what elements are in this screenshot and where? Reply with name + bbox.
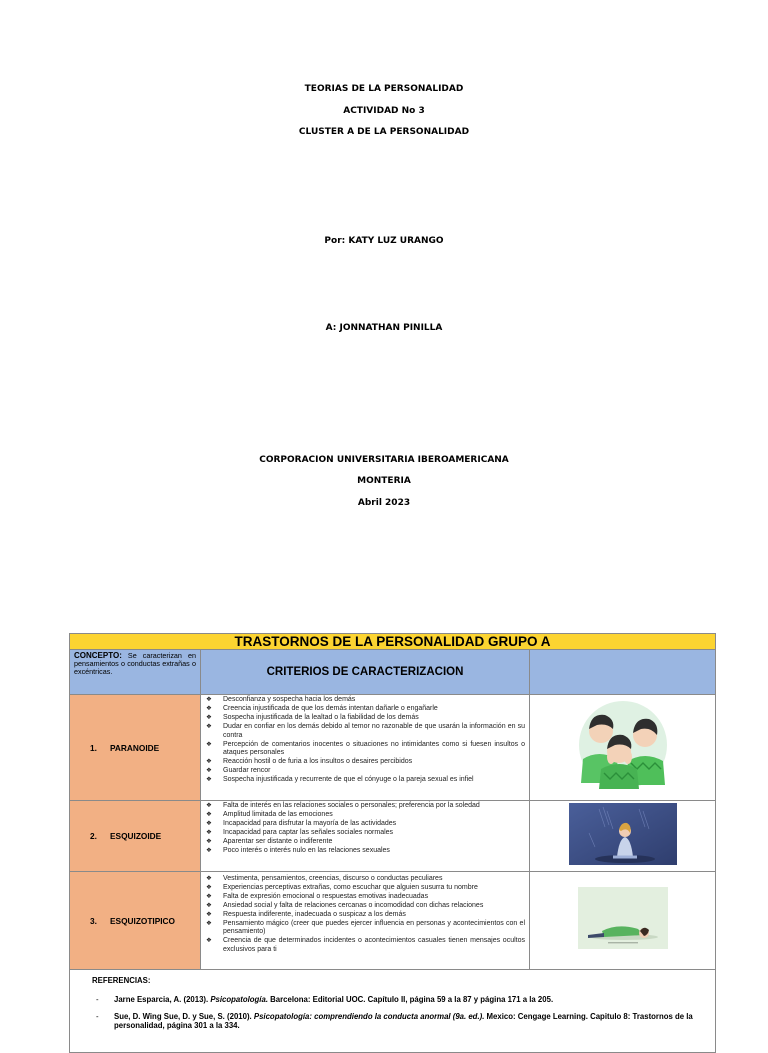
disorder-name: ESQUIZOTIPICO xyxy=(110,915,175,926)
image-cell xyxy=(530,872,716,970)
criteria-item: ❖ Percepción de comentarios inocentes o situaciones no intimidantes como si fuesen insultos o ataques personales xyxy=(203,741,525,759)
criteria-cell xyxy=(201,695,530,801)
references-cell xyxy=(70,970,716,1053)
three-worried-people-illustration xyxy=(573,699,673,791)
disorder-name: PARANOIDE xyxy=(110,742,160,753)
header-empty-cell xyxy=(530,650,716,695)
concept-text: Se caracterizan en pensamientos o conductas extrañas o excéntricas. xyxy=(74,651,196,676)
concept-cell xyxy=(70,650,201,695)
criteria-item: ❖ Incapacidad para disfrutar la mayoría de las actividades xyxy=(203,820,525,829)
references-row xyxy=(70,970,716,1053)
references-label: REFERENCIAS: xyxy=(92,976,151,985)
table-title-row xyxy=(70,634,716,650)
criteria-item: ❖ Incapacidad para captar las señales sociales normales xyxy=(203,829,525,838)
criteria-item: ❖ Sospecha injustificada de la lealtad o la fiabilidad de los demás xyxy=(203,714,525,723)
criteria-item: ❖ Amplitud limitada de las emociones xyxy=(203,811,525,820)
criteria-item: ❖ Falta de expresión emocional o respuestas emotivas inadecuadas xyxy=(203,893,525,902)
criteria-item: ❖ Falta de interés en las relaciones sociales o personales; preferencia por la soledad xyxy=(203,802,525,811)
criteria-item: ❖ Reacción hostil o de furia a los insultos o desaires percibidos xyxy=(203,758,525,767)
disorder-name-cell xyxy=(70,872,201,970)
cover-activity: ACTIVIDAD No 3 xyxy=(343,106,425,116)
criteria-item: ❖ Guardar rencor xyxy=(203,767,525,776)
table-title: TRASTORNOS DE LA PERSONALIDAD GRUPO A xyxy=(70,634,716,650)
criteria-item: ❖ Sospecha injustificada y recurrente de que el cónyuge o la pareja sexual es infiel xyxy=(203,776,525,785)
criteria-item: ❖ Aparentar ser distante o indiferente xyxy=(203,838,525,847)
cover-date: Abril 2023 xyxy=(357,498,411,508)
table-row xyxy=(70,872,716,970)
table-row xyxy=(70,695,716,801)
criteria-item: ❖ Ansiedad social y falta de relaciones cercanas o incomodidad con dichas relaciones xyxy=(203,902,525,911)
reference-item: - Jarne Esparcia, A. (2013). Psicopatología. Barcelona: Editorial UOC. Capítulo II, página 59 a la 87 y página 171 a la 205. xyxy=(80,995,705,1004)
row-number: 2. xyxy=(90,831,97,841)
criteria-header: CRITERIOS DE CARACTERIZACION xyxy=(201,650,530,695)
cover-subtitle: CLUSTER A DE LA PERSONALIDAD xyxy=(298,127,470,137)
criteria-item: ❖ Vestimenta, pensamientos, creencias, discurso o conductas peculiares xyxy=(203,875,525,884)
criteria-item: ❖ Pensamiento mágico (creer que puedes ejercer influencia en personas y acontecimientos con el pensamiento) xyxy=(203,920,525,938)
cover-city: MONTERIA xyxy=(357,476,411,486)
person-lying-on-floor-illustration xyxy=(578,887,668,949)
criteria-item: ❖ Dudar en confiar en los demás debido al temor no razonable de que usarán la información en su contra xyxy=(203,723,525,741)
personality-table xyxy=(69,633,716,1053)
row-number: 3. xyxy=(90,915,97,926)
criteria-item: ❖ Desconfianza y sospecha hacia los demás xyxy=(203,696,525,705)
criteria-item: ❖ Creencia de que determinados incidentes o acontecimientos casuales tienen mensajes ocultos exclusivos para ti xyxy=(203,937,525,955)
criteria-item: ❖ Creencia injustificada de que los demás intentan dañarle o engañarle xyxy=(203,705,525,714)
cover-institution: CORPORACION UNIVERSITARIA IBEROAMERICANA xyxy=(259,455,509,465)
table-row xyxy=(70,801,716,872)
criteria-cell xyxy=(201,801,530,872)
cover-title: TEORIAS DE LA PERSONALIDAD xyxy=(304,84,464,94)
image-cell xyxy=(530,695,716,801)
reference-item: - Sue, D. Wing Sue, D. y Sue, S. (2010). Psicopatología: comprendiendo la conducta anormal (9a. ed.). Mexico: Cengage Learning. Capitulo 8: Trastornos de la personalidad, página 301 a la 334. xyxy=(80,1012,705,1030)
cover-recipient: A: JONNATHAN PINILLA xyxy=(325,323,443,333)
person-sitting-alone-illustration xyxy=(569,803,677,865)
cover-author: Por: KATY LUZ URANGO xyxy=(324,236,444,246)
disorder-name-cell xyxy=(70,695,201,801)
criteria-item: ❖ Experiencias perceptivas extrañas, como escuchar que alguien susurra tu nombre xyxy=(203,884,525,893)
disorder-name: ESQUIZOIDE xyxy=(110,831,162,841)
criteria-item: ❖ Poco interés o interés nulo en las relaciones sexuales xyxy=(203,847,525,856)
criteria-item: ❖ Respuesta indiferente, inadecuada o suspicaz a los demás xyxy=(203,911,525,920)
criteria-cell xyxy=(201,872,530,970)
table-header-row xyxy=(70,650,716,695)
disorder-name-cell xyxy=(70,801,201,872)
image-cell xyxy=(530,801,716,872)
concept-label: CONCEPTO: xyxy=(74,651,122,660)
row-number: 1. xyxy=(90,742,97,753)
